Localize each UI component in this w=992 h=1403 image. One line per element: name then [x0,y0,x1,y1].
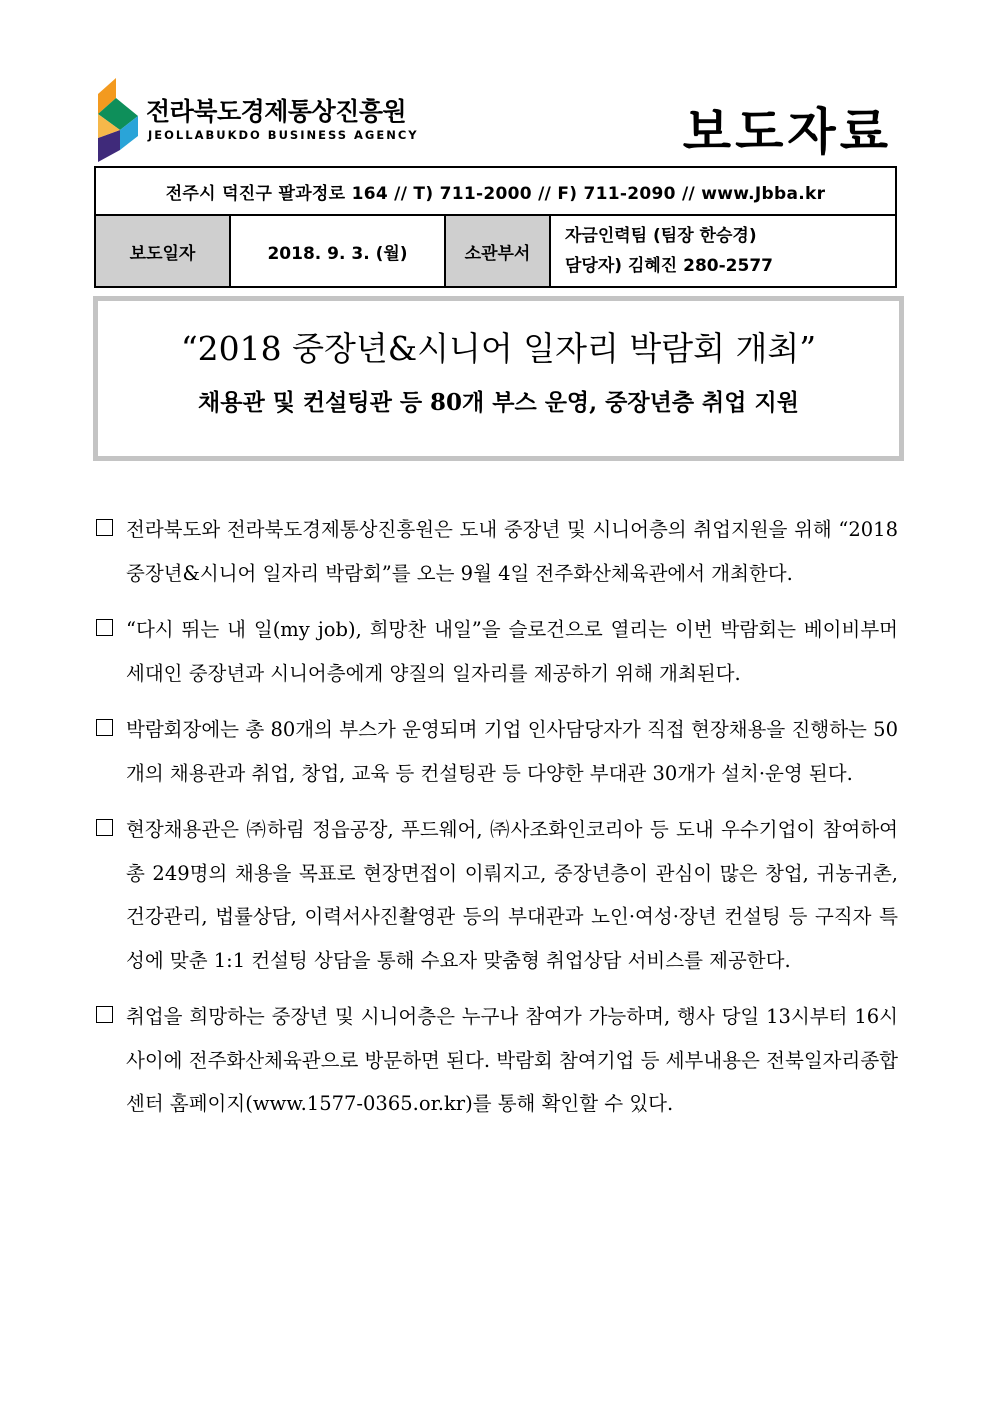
paragraph-text: “다시 뛰는 내 일(my job), 희망찬 내일”을 슬로건으로 열리는 이번 박람회는 베이비부머 세대인 중장년과 시니어층에게 양질의 일자리를 제공하기 위해 개최된다. [126,618,898,685]
department-team: 자금인력팀 (팀장 한승경) [565,226,757,246]
contact-row [95,167,896,215]
article-body [94,508,898,1139]
checkbox-bullet-icon [96,719,113,736]
department-label: 소관부서 [445,215,550,287]
checkbox-bullet-icon [96,1006,113,1023]
org-name: 전라북도경제통상진흥원 [146,97,407,126]
headline-title: “2018 중장년&시니어 일자리 박람회 개최” [180,329,817,368]
org-name-english: JEOLLABUKDO BUSINESS AGENCY [148,128,419,142]
department-contact: 담당자) 김혜진 280-2577 [565,256,773,276]
document-type-title: 보도자료 [682,103,892,161]
date-dept-row [95,215,896,287]
headline-box [93,296,904,461]
checkbox-bullet-icon [96,819,113,836]
paragraph-text: 박람회장에는 총 80개의 부스가 운영되며 기업 인사담당자가 직접 현장채용을 진행하는 50개의 채용관과 취업, 창업, 교육 등 컨설팅관 등 다양한 부대관 30개가 설치·운영 된다. [126,718,898,785]
department-value [550,215,896,287]
checkbox-bullet-icon [96,619,113,636]
press-info-table [94,166,897,288]
contact-line: 전주시 덕진구 팔과정로 164 // T) 711-2000 // F) 711-2090 // www.Jbba.kr [95,167,896,215]
paragraph [94,508,898,595]
paragraph-text: 취업을 희망하는 중장년 및 시니어층은 누구나 참여가 가능하며, 행사 당일 13시부터 16시 사이에 전주화산체육관으로 방문하면 된다. 박람회 참여기업 등 세부내용은 전북일자리종합센터 홈페이지(www.1577-0365.or.kr)를 통해 확인할 수 있다. [126,1005,898,1115]
paragraph [94,995,898,1126]
release-date-value: 2018. 9. 3. (월) [230,215,445,287]
org-logo-icon [94,78,144,162]
release-date-label: 보도일자 [95,215,230,287]
paragraph-text: 현장채용관은 ㈜하림 정읍공장, 푸드웨어, ㈜사조화인코리아 등 도내 우수기업이 참여하여 총 249명의 채용을 목표로 현장면접이 이뤄지고, 중장년층이 관심이 많은 창업, 귀농귀촌, 건강관리, 법률상담, 이력서사진촬영관 등의 부대관과 노인·여성·장년 컨설팅 등 구직자 특성에 맞춘 1:1 컨설팅 상담을 통해 수요자 맞춤형 취업상담 서비스를 제공한다. [126,818,898,972]
org-logo [94,78,419,162]
headline-subtitle: 채용관 및 컨설팅관 등 80개 부스 운영, 중장년층 취업 지원 [198,389,799,416]
paragraph [94,708,898,795]
checkbox-bullet-icon [96,519,113,536]
paragraph [94,608,898,695]
paragraph-text: 전라북도와 전라북도경제통상진흥원은 도내 중장년 및 시니어층의 취업지원을 위해 “2018 중장년&시니어 일자리 박람회”를 오는 9월 4일 전주화산체육관에서 개최한다. [126,518,898,585]
paragraph [94,808,898,982]
